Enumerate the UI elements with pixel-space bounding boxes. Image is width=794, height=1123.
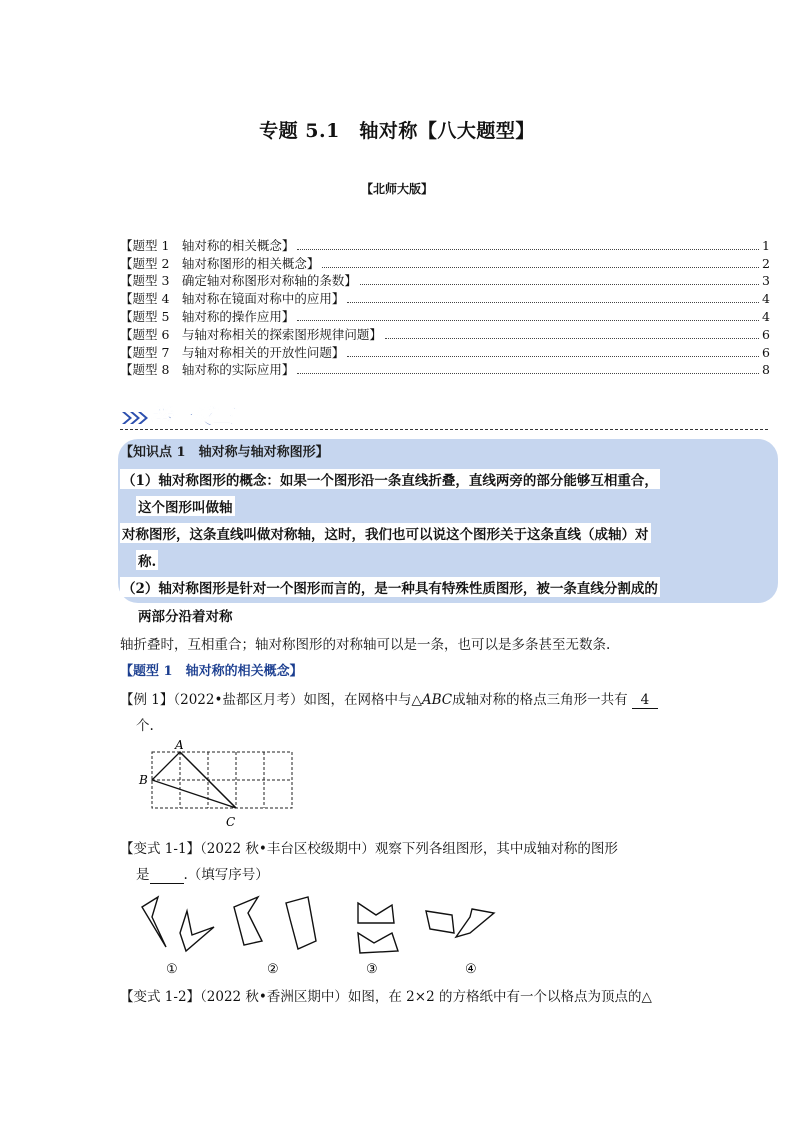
shape-1a <box>142 897 166 947</box>
banner-chevrons-icon <box>122 412 148 424</box>
triangle-abc-label: ABC <box>421 692 453 708</box>
toc-item[interactable] <box>120 325 770 343</box>
toc-leader <box>297 249 759 250</box>
shape-4b <box>456 909 494 937</box>
figure-number: ① <box>166 962 178 977</box>
shape-3a <box>358 903 394 923</box>
edition-label: 【北师大版】 <box>360 182 433 196</box>
knowledge-line: （2）轴对称图形是针对一个图形而言的，是一种具有特殊性质图形，被一条直线分割成的 <box>120 577 660 597</box>
knowledge-line: 这个图形叫做轴 <box>136 496 235 516</box>
toc-item-label: 【题型 1 轴对称的相关概念】 <box>120 237 295 253</box>
toc-item-page: 6 <box>762 326 770 342</box>
toc-item-label: 【题型 8 轴对称的实际应用】 <box>120 362 295 378</box>
toc-item-page: 4 <box>762 308 770 324</box>
banner-divider <box>120 429 768 430</box>
toc-item[interactable] <box>120 307 770 325</box>
example-1-suffix: 个. <box>136 718 154 734</box>
toc-item-label: 【题型 2 轴对称图形的相关概念】 <box>120 255 320 271</box>
banner-text: 举一反三 <box>150 405 234 429</box>
variant-1-1-line1: 【变式 1-1】（2022 秋•丰台区校级期中）观察下列各组图形，其中成轴对称的图形 <box>120 841 618 857</box>
figure-number: ④ <box>465 962 477 977</box>
knowledge-line: 轴折叠时，互相重合；轴对称图形的对称轴可以是一条，也可以是多条甚至无数条. <box>120 637 611 653</box>
section-heading: 【题型 1 轴对称的相关概念】 <box>120 664 303 679</box>
toc-leader <box>322 267 759 268</box>
toc-item[interactable] <box>120 361 770 379</box>
shape-pairs-figure <box>130 893 510 983</box>
toc-leader <box>347 302 759 303</box>
toc-item-label: 【题型 5 轴对称的操作应用】 <box>120 308 295 324</box>
dashed-grid <box>152 752 292 808</box>
toc-item-page: 2 <box>762 255 770 271</box>
example-1-middle: 成轴对称的格点三角形一共有 <box>452 692 628 708</box>
shape-2a <box>234 897 262 945</box>
toc-item-label: 【题型 7 与轴对称相关的开放性问题】 <box>120 344 345 360</box>
toc-item-page: 6 <box>762 344 770 360</box>
example-1-answer: 4 <box>640 692 650 708</box>
toc-item[interactable] <box>120 236 770 254</box>
toc-item-page: 4 <box>762 291 770 307</box>
toc-item-page: 3 <box>762 273 770 289</box>
figure-number: ③ <box>366 962 378 977</box>
toc-item-page: 8 <box>762 362 770 378</box>
toc-item-label: 【题型 3 确定轴对称图形对称轴的条数】 <box>120 273 357 289</box>
toc-leader <box>385 338 759 339</box>
toc-item[interactable] <box>120 289 770 307</box>
toc-leader <box>347 356 759 357</box>
toc-item[interactable] <box>120 254 770 272</box>
shape-1b <box>180 911 214 951</box>
variant-1-1-suffix: .（填写序号） <box>183 867 269 883</box>
toc-item-label: 【题型 6 与轴对称相关的探索图形规律问题】 <box>120 326 382 342</box>
shape-4a <box>426 911 454 933</box>
page-title: 专题 5.1 轴对称【八大题型】 <box>259 120 535 142</box>
vertex-a-label: A <box>175 738 184 752</box>
variant-1-1-prefix: 是 <box>136 867 150 883</box>
answer-blank[interactable] <box>632 692 658 709</box>
vertex-b-label: B <box>139 773 148 787</box>
answer-blank[interactable] <box>150 867 184 884</box>
grid-triangle-figure <box>130 738 300 830</box>
toc-leader <box>360 284 759 285</box>
toc-leader <box>297 373 759 374</box>
knowledge-line: 两部分沿着对称 <box>136 605 235 625</box>
toc-item-label: 【题型 4 轴对称在镜面对称中的应用】 <box>120 291 345 307</box>
knowledge-line: （1）轴对称图形的概念：如果一个图形沿一条直线折叠，直线两旁的部分能够互相重合， <box>120 469 660 489</box>
variant-1-2-line1: 【变式 1-2】（2022 秋•香洲区期中）如图，在 2×2 的方格纸中有一个以格点为顶点的△ <box>120 989 652 1005</box>
example-1-question <box>120 688 658 709</box>
variant-1-1-line2 <box>136 863 269 884</box>
knowledge-line: 称. <box>136 550 158 570</box>
shape-3b <box>358 933 398 953</box>
toc-leader <box>297 320 759 321</box>
shape-2b <box>286 897 316 949</box>
knowledge-heading: 【知识点 1 轴对称与轴对称图形】 <box>120 445 329 460</box>
example-1-prefix: 【例 1】（2022•盐都区月考）如图，在网格中与△ <box>120 692 422 708</box>
figure-number: ② <box>267 962 279 977</box>
toc-item[interactable] <box>120 272 770 290</box>
table-of-contents <box>120 236 770 378</box>
toc-item-page: 1 <box>762 237 770 253</box>
toc-item[interactable] <box>120 343 770 361</box>
vertex-c-label: C <box>226 815 236 829</box>
knowledge-line: 对称图形，这条直线叫做对称轴，这时，我们也可以说这个图形关于这条直线（成轴）对 <box>120 523 651 543</box>
banner-graphic <box>120 400 260 430</box>
